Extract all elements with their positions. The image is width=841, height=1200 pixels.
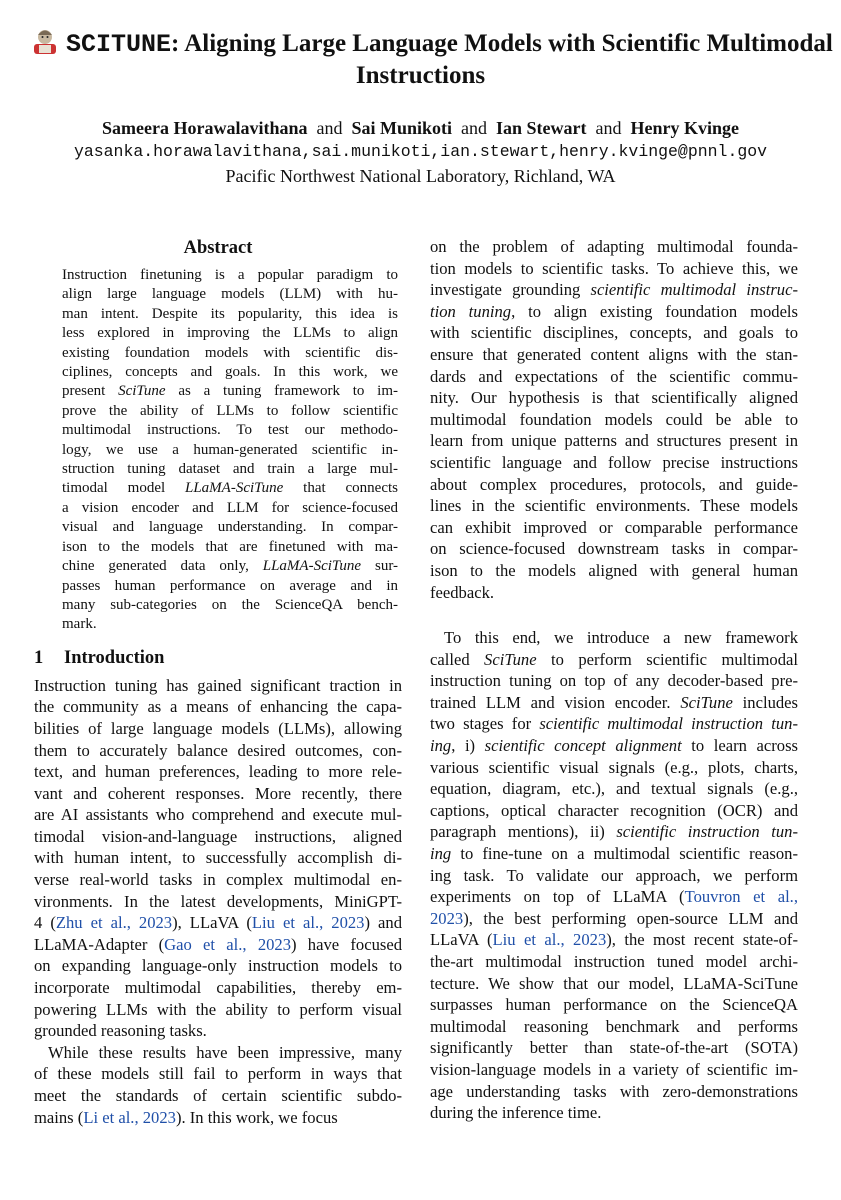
paper-title xyxy=(28,26,833,91)
text-line: chine generated data only, LLaMA-SciTune sur- xyxy=(62,558,399,575)
text-line: on the problem of adapting multimodal founda- xyxy=(430,237,798,256)
italic-text: scientific concept alignment xyxy=(484,736,682,756)
text-line: grounded reasoning tasks. xyxy=(34,1021,207,1041)
text-line: tion tuning, to align existing foundation models xyxy=(430,301,798,321)
section-title: Introduction xyxy=(64,647,165,668)
author-emails: yasanka.horawalavithana,sai.munikoti,ian.stewart,henry.kvinge@pnnl.gov xyxy=(73,142,768,161)
text-line: tecture. We show that our model, LLaMA-SciTune xyxy=(430,973,798,993)
author-separator: and xyxy=(461,118,487,138)
text-line: While these results have been impressive, many xyxy=(48,1042,402,1062)
citation-link[interactable]: Liu et al., 2023 xyxy=(492,930,607,950)
text-line: with scientific disciplines, concepts, and goals to xyxy=(430,323,798,343)
text-line: passes human performance on average and in xyxy=(62,577,398,594)
text-line: Instruction tuning has gained significant traction in xyxy=(34,675,402,695)
text-line: logy, we use a human-generated scientific in- xyxy=(62,441,398,458)
text-line: dards and expectations of the scientific commu- xyxy=(430,366,798,386)
text-line: investigate grounding scientific multimodal instruc- xyxy=(430,280,798,300)
text-line: To this end, we introduce a new framework xyxy=(444,628,798,648)
text-line: verse real-world tasks in complex multimodal en- xyxy=(34,870,402,890)
text-line: two stages for scientific multimodal instruction tun- xyxy=(430,714,798,734)
italic-text: scientific instruction tun- xyxy=(616,822,798,842)
italic-text: scientific multimodal instruction tun- xyxy=(539,714,798,734)
text-line: vironments. In the latest developments, MiniGPT- xyxy=(34,891,402,911)
text-line: about complex procedures, protocols, and guide- xyxy=(430,474,798,494)
italic-text: ing xyxy=(430,844,452,864)
citation-link[interactable]: Liu et al., 2023 xyxy=(251,913,365,933)
text-line: surpasses human performance on the ScienceQA xyxy=(430,995,798,1015)
text-line: many sub-categories on the ScienceQA bench- xyxy=(62,596,398,613)
text-line: with human intent, to successfully accomplish di- xyxy=(34,848,402,868)
text-line: ison to the models aligned with general human xyxy=(430,560,798,580)
italic-text: tion tuning xyxy=(430,301,512,321)
citation-link[interactable]: Li et al., 2023 xyxy=(83,1107,176,1127)
text-line: on science-focused downstream tasks in compar- xyxy=(430,539,798,559)
text-line: during the inference time. xyxy=(430,1103,602,1123)
intro-paragraph-1 xyxy=(34,675,402,1042)
text-line: various scientific visual signals (e.g., plots, charts, xyxy=(430,757,798,777)
text-line: text, and human preferences, leading to more rele- xyxy=(34,762,402,782)
text-line: prove the ability of LLMs to follow scientific xyxy=(62,402,398,419)
text-line: trained LLM and vision encoder. SciTune includes xyxy=(430,692,798,712)
italic-text: SciTune xyxy=(680,692,733,712)
text-line: LLaMA-Adapter (Gao et al., 2023) have focused xyxy=(34,934,402,954)
title-text: : Aligning Large Language Models with Scientific Multimodal xyxy=(171,30,833,57)
text-line: tion models to scientific tasks. To achieve this, we xyxy=(430,258,798,278)
text-line: meet the standards of certain scientific subdo- xyxy=(34,1086,402,1105)
text-line: called SciTune to perform scientific multimodal xyxy=(430,649,798,669)
italic-text: SciTune xyxy=(118,383,166,400)
text-line: present SciTune as a tuning framework to im- xyxy=(62,383,398,400)
text-line: lines in the scientific environments. These models xyxy=(430,496,798,516)
text-line: ison to the models that are finetuned with ma- xyxy=(62,538,398,555)
title-system-name: SCITUNE xyxy=(66,30,172,59)
italic-text: SciTune xyxy=(484,649,537,669)
section-number: 1 xyxy=(34,647,44,668)
text-line: vision-language models in a variety of scientific im- xyxy=(430,1059,798,1079)
author-block xyxy=(0,116,841,188)
text-line: a vision encoder and LLM for science-focused xyxy=(62,499,398,516)
text-line: equation, diagram, etc.), and textual signals (e.g., xyxy=(430,779,798,799)
text-line: vant and coherent responses. More recently, there xyxy=(34,783,402,803)
text-line: multimodal instructions. To test our methodo- xyxy=(62,422,398,439)
citation-link[interactable]: Zhu et al., 2023 xyxy=(55,913,173,933)
text-line: LLaVA (Liu et al., 2023), the most recent state-of- xyxy=(430,930,798,950)
text-line: paragraph mentions), ii) scientific instruction tun- xyxy=(430,822,798,842)
text-line: are AI assistants who comprehend and execute mul- xyxy=(34,805,402,825)
text-line: on expanding language-only instruction models to xyxy=(34,956,402,976)
section-heading-introduction xyxy=(34,645,402,671)
text-line: feedback. xyxy=(430,582,495,602)
text-line: ing to fine-tune on a multimodal scientific reason- xyxy=(430,844,798,864)
text-line: multimodal reasoning benchmark and performs xyxy=(430,1016,798,1036)
text-line: align large language models (LLM) with hu- xyxy=(62,286,398,303)
author-name: Sai Munikoti xyxy=(351,118,452,138)
title-line-1 xyxy=(28,26,833,60)
citation-link[interactable]: 2023 xyxy=(430,908,464,928)
title-line-2: Instructions xyxy=(355,62,486,89)
text-line: the community as a means of enhancing the capa- xyxy=(34,697,402,717)
text-line: mains (Li et al., 2023). In this work, we focus xyxy=(34,1107,338,1127)
right-column xyxy=(430,236,798,1124)
text-line: captions, optical character recognition (OCR) and xyxy=(430,800,798,820)
text-line: significantly better than state-of-the-art (SOTA) xyxy=(430,1038,798,1058)
italic-text: scientific multimodal instruc- xyxy=(590,280,798,300)
text-line: timodal vision-and-language instructions, aligned xyxy=(34,826,402,846)
text-line: ensure that generated content aligns with the stan- xyxy=(430,344,798,364)
text-line: man intent. Despite its popularity, this idea is xyxy=(62,305,398,322)
italic-text: ing xyxy=(430,736,452,756)
affiliation: Pacific Northwest National Laboratory, Richland, WA xyxy=(225,166,616,186)
italic-text: LLaMA-SciTune xyxy=(185,480,284,497)
author-separator: and xyxy=(316,118,343,138)
text-line: powering LLMs with the ability to perform visual xyxy=(34,999,402,1019)
text-line: nity. Our hypothesis is that scientifically aligned xyxy=(430,388,798,408)
text-line: mark. xyxy=(62,616,97,633)
intro-paragraph-2-continued xyxy=(430,236,798,603)
text-line: incorporate multimodal capabilities, thereby em- xyxy=(34,978,402,998)
text-line: learn from unique patterns and structures present in xyxy=(430,431,798,451)
author-name: Henry Kvinge xyxy=(630,118,739,138)
text-line: ing, i) scientific concept alignment to learn across xyxy=(430,736,798,756)
text-line: Instruction finetuning is a popular paradigm to xyxy=(62,267,398,283)
text-line: 4 (Zhu et al., 2023), LLaVA (Liu et al., 2023) and xyxy=(34,913,402,933)
author-names xyxy=(0,116,841,140)
text-line: bilities of large language models (LLMs), allowing xyxy=(34,718,402,738)
author-name: Sameera Horawalavithana xyxy=(101,118,308,138)
text-line: ing task. To validate our approach, we perform xyxy=(430,865,798,885)
text-line: instruction tuning on top of any decoder-based pre- xyxy=(430,671,798,691)
text-line: them to accurately balance desired outcomes, con- xyxy=(34,740,402,760)
intro-paragraph-2 xyxy=(34,1042,402,1128)
citation-link[interactable]: Touvron et al., xyxy=(684,887,798,907)
text-line: timodal model LLaMA-SciTune that connects xyxy=(62,480,398,497)
text-line: less explored in improving the LLMs to align xyxy=(62,325,398,342)
abstract-heading: Abstract xyxy=(183,238,253,258)
text-line: experiments on top of LLaMA (Touvron et al., xyxy=(430,887,798,907)
text-line: ciplines, concepts and goals. In this work, we xyxy=(62,364,398,381)
citation-link[interactable]: Gao et al., 2023 xyxy=(164,934,292,954)
text-line: visual and language understanding. In compar- xyxy=(62,519,398,536)
text-line: of these models still fail to perform in ways that xyxy=(34,1064,402,1084)
italic-text: LLaMA-SciTune xyxy=(262,558,362,575)
text-line: can exhibit improved or comparable performance xyxy=(430,517,798,537)
text-line: multimodal foundation models could be able to xyxy=(430,409,798,429)
text-line: 2023), the best performing open-source LLM and xyxy=(430,908,798,928)
text-line: scientific language and follow precise instructions xyxy=(430,452,798,472)
author-name: Ian Stewart xyxy=(496,118,587,138)
left-column xyxy=(34,236,402,1128)
scitune-logo-icon xyxy=(28,26,62,56)
text-line: age understanding tasks with zero-demonstrations xyxy=(430,1081,798,1101)
text-line: the-art multimodal instruction tuned model archi- xyxy=(430,952,798,971)
text-line: existing foundation models with scientific dis- xyxy=(62,344,398,361)
author-separator: and xyxy=(595,118,622,138)
intro-paragraph-3 xyxy=(430,627,798,1124)
text-line: struction tuning dataset and train a large mul- xyxy=(62,461,398,478)
abstract-body xyxy=(62,266,398,635)
